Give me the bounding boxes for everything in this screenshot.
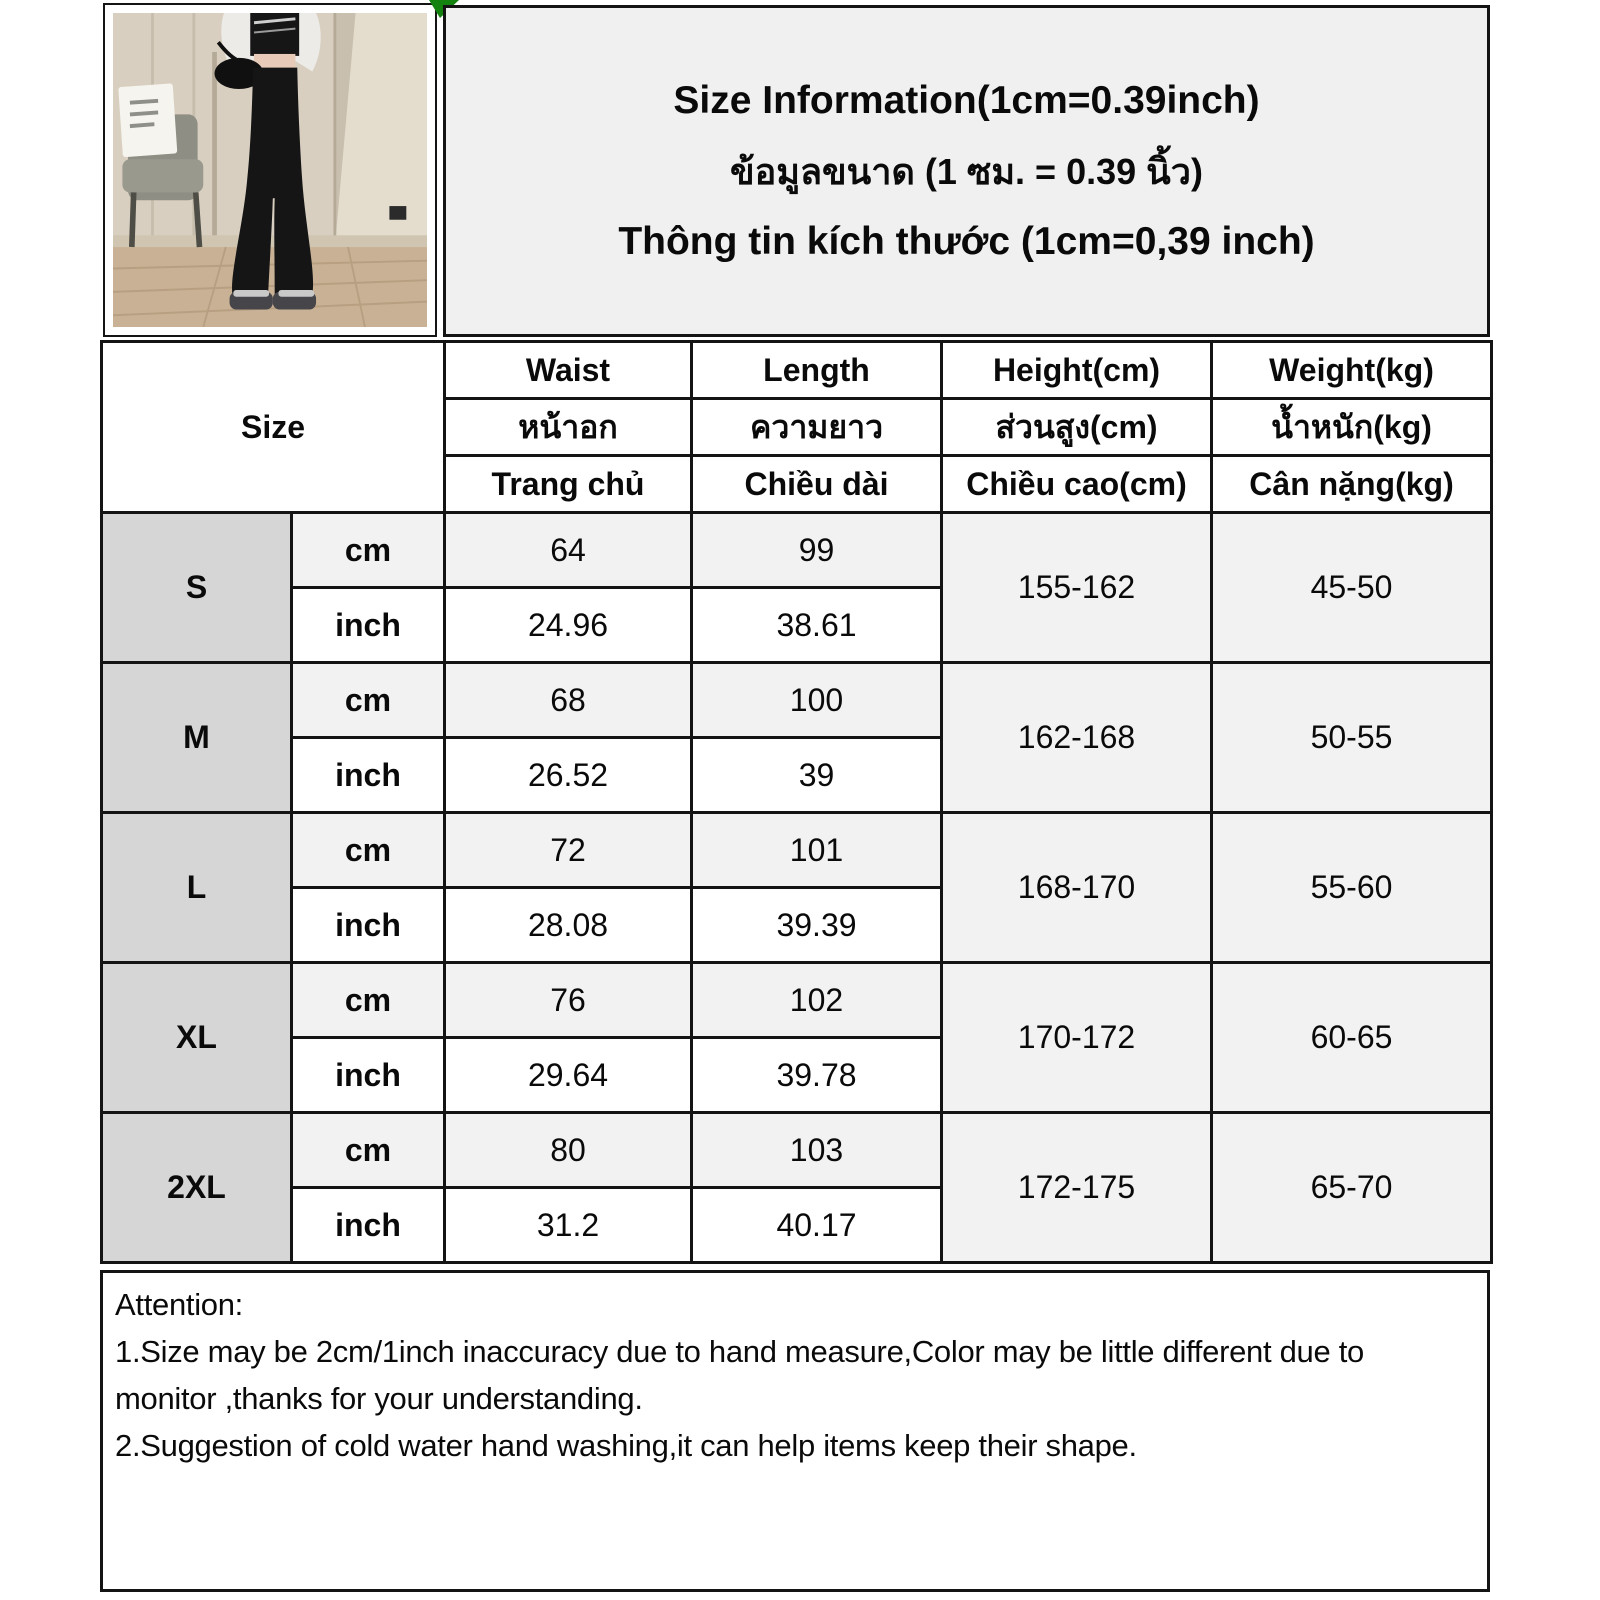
weight-m: 50-55 (1212, 663, 1492, 813)
unit-label-cm: cm (292, 813, 445, 888)
unit-label-cm: cm (292, 963, 445, 1038)
waist-inch-m: 26.52 (445, 738, 692, 813)
length-cm-xl: 102 (692, 963, 942, 1038)
waist-inch-s: 24.96 (445, 588, 692, 663)
length-cm-l: 101 (692, 813, 942, 888)
weight-s: 45-50 (1212, 513, 1492, 663)
table-row (102, 963, 1492, 1038)
table-row (102, 1113, 1492, 1188)
waist-cm-2xl: 80 (445, 1113, 692, 1188)
title-thai: ข้อมูลขนาด (1 ซม. = 0.39 นิ้ว) (730, 150, 1203, 192)
waist-cm-xl: 76 (445, 963, 692, 1038)
length-cm-2xl: 103 (692, 1113, 942, 1188)
col-header-waist-vi: Trang chủ (445, 456, 692, 513)
size-label-xl: XL (102, 963, 292, 1113)
table-row (102, 663, 1492, 738)
product-photo-illustration (113, 13, 427, 327)
header-row-en (102, 342, 1492, 399)
waist-inch-2xl: 31.2 (445, 1188, 692, 1263)
col-header-height-vi: Chiều cao(cm) (942, 456, 1212, 513)
waist-cm-s: 64 (445, 513, 692, 588)
height-2xl: 172-175 (942, 1113, 1212, 1263)
col-header-length-en: Length (692, 342, 942, 399)
col-header-waist-en: Waist (445, 342, 692, 399)
col-header-weight-vi: Cân nặng(kg) (1212, 456, 1492, 513)
unit-label-cm: cm (292, 513, 445, 588)
length-inch-xl: 39.78 (692, 1038, 942, 1113)
size-header-cell: Size (102, 342, 445, 513)
attention-note-2: 2.Suggestion of cold water hand washing,it can help items keep their shape. (115, 1428, 1137, 1464)
unit-label-cm: cm (292, 1113, 445, 1188)
unit-label-inch: inch (292, 1038, 445, 1113)
col-header-weight-th: น้ำหนัก(kg) (1212, 399, 1492, 456)
attention-note-1: 1.Size may be 2cm/1inch inaccuracy due to hand measure,Color may be little different due to monitor ,thanks for your understanding. (115, 1334, 1364, 1417)
length-inch-2xl: 40.17 (692, 1188, 942, 1263)
unit-label-inch: inch (292, 888, 445, 963)
table-row (102, 813, 1492, 888)
col-header-height-en: Height(cm) (942, 342, 1212, 399)
waist-inch-l: 28.08 (445, 888, 692, 963)
col-header-weight-en: Weight(kg) (1212, 342, 1492, 399)
product-photo (103, 3, 437, 337)
length-inch-l: 39.39 (692, 888, 942, 963)
size-table (100, 340, 1493, 1264)
weight-l: 55-60 (1212, 813, 1492, 963)
col-header-height-th: ส่วนสูง(cm) (942, 399, 1212, 456)
title-english: Size Information(1cm=0.39inch) (673, 78, 1260, 122)
size-label-l: L (102, 813, 292, 963)
unit-label-inch: inch (292, 738, 445, 813)
unit-label-cm: cm (292, 663, 445, 738)
unit-label-inch: inch (292, 1188, 445, 1263)
length-inch-m: 39 (692, 738, 942, 813)
col-header-length-th: ความยาว (692, 399, 942, 456)
length-inch-s: 38.61 (692, 588, 942, 663)
unit-label-inch: inch (292, 588, 445, 663)
attention-box (100, 1270, 1490, 1592)
col-header-length-vi: Chiều dài (692, 456, 942, 513)
col-header-waist-th: หน้าอก (445, 399, 692, 456)
table-row (102, 513, 1492, 588)
height-s: 155-162 (942, 513, 1212, 663)
length-cm-s: 99 (692, 513, 942, 588)
length-cm-m: 100 (692, 663, 942, 738)
height-xl: 170-172 (942, 963, 1212, 1113)
height-l: 168-170 (942, 813, 1212, 963)
waist-cm-m: 68 (445, 663, 692, 738)
size-label-m: M (102, 663, 292, 813)
size-label-s: S (102, 513, 292, 663)
waist-inch-xl: 29.64 (445, 1038, 692, 1113)
title-vietnamese: Thông tin kích thước (1cm=0,39 inch) (618, 219, 1315, 263)
weight-2xl: 65-70 (1212, 1113, 1492, 1263)
attention-heading: Attention: (115, 1287, 243, 1322)
height-m: 162-168 (942, 663, 1212, 813)
size-label-2xl: 2XL (102, 1113, 292, 1263)
weight-xl: 60-65 (1212, 963, 1492, 1113)
waist-cm-l: 72 (445, 813, 692, 888)
title-box (443, 5, 1490, 337)
